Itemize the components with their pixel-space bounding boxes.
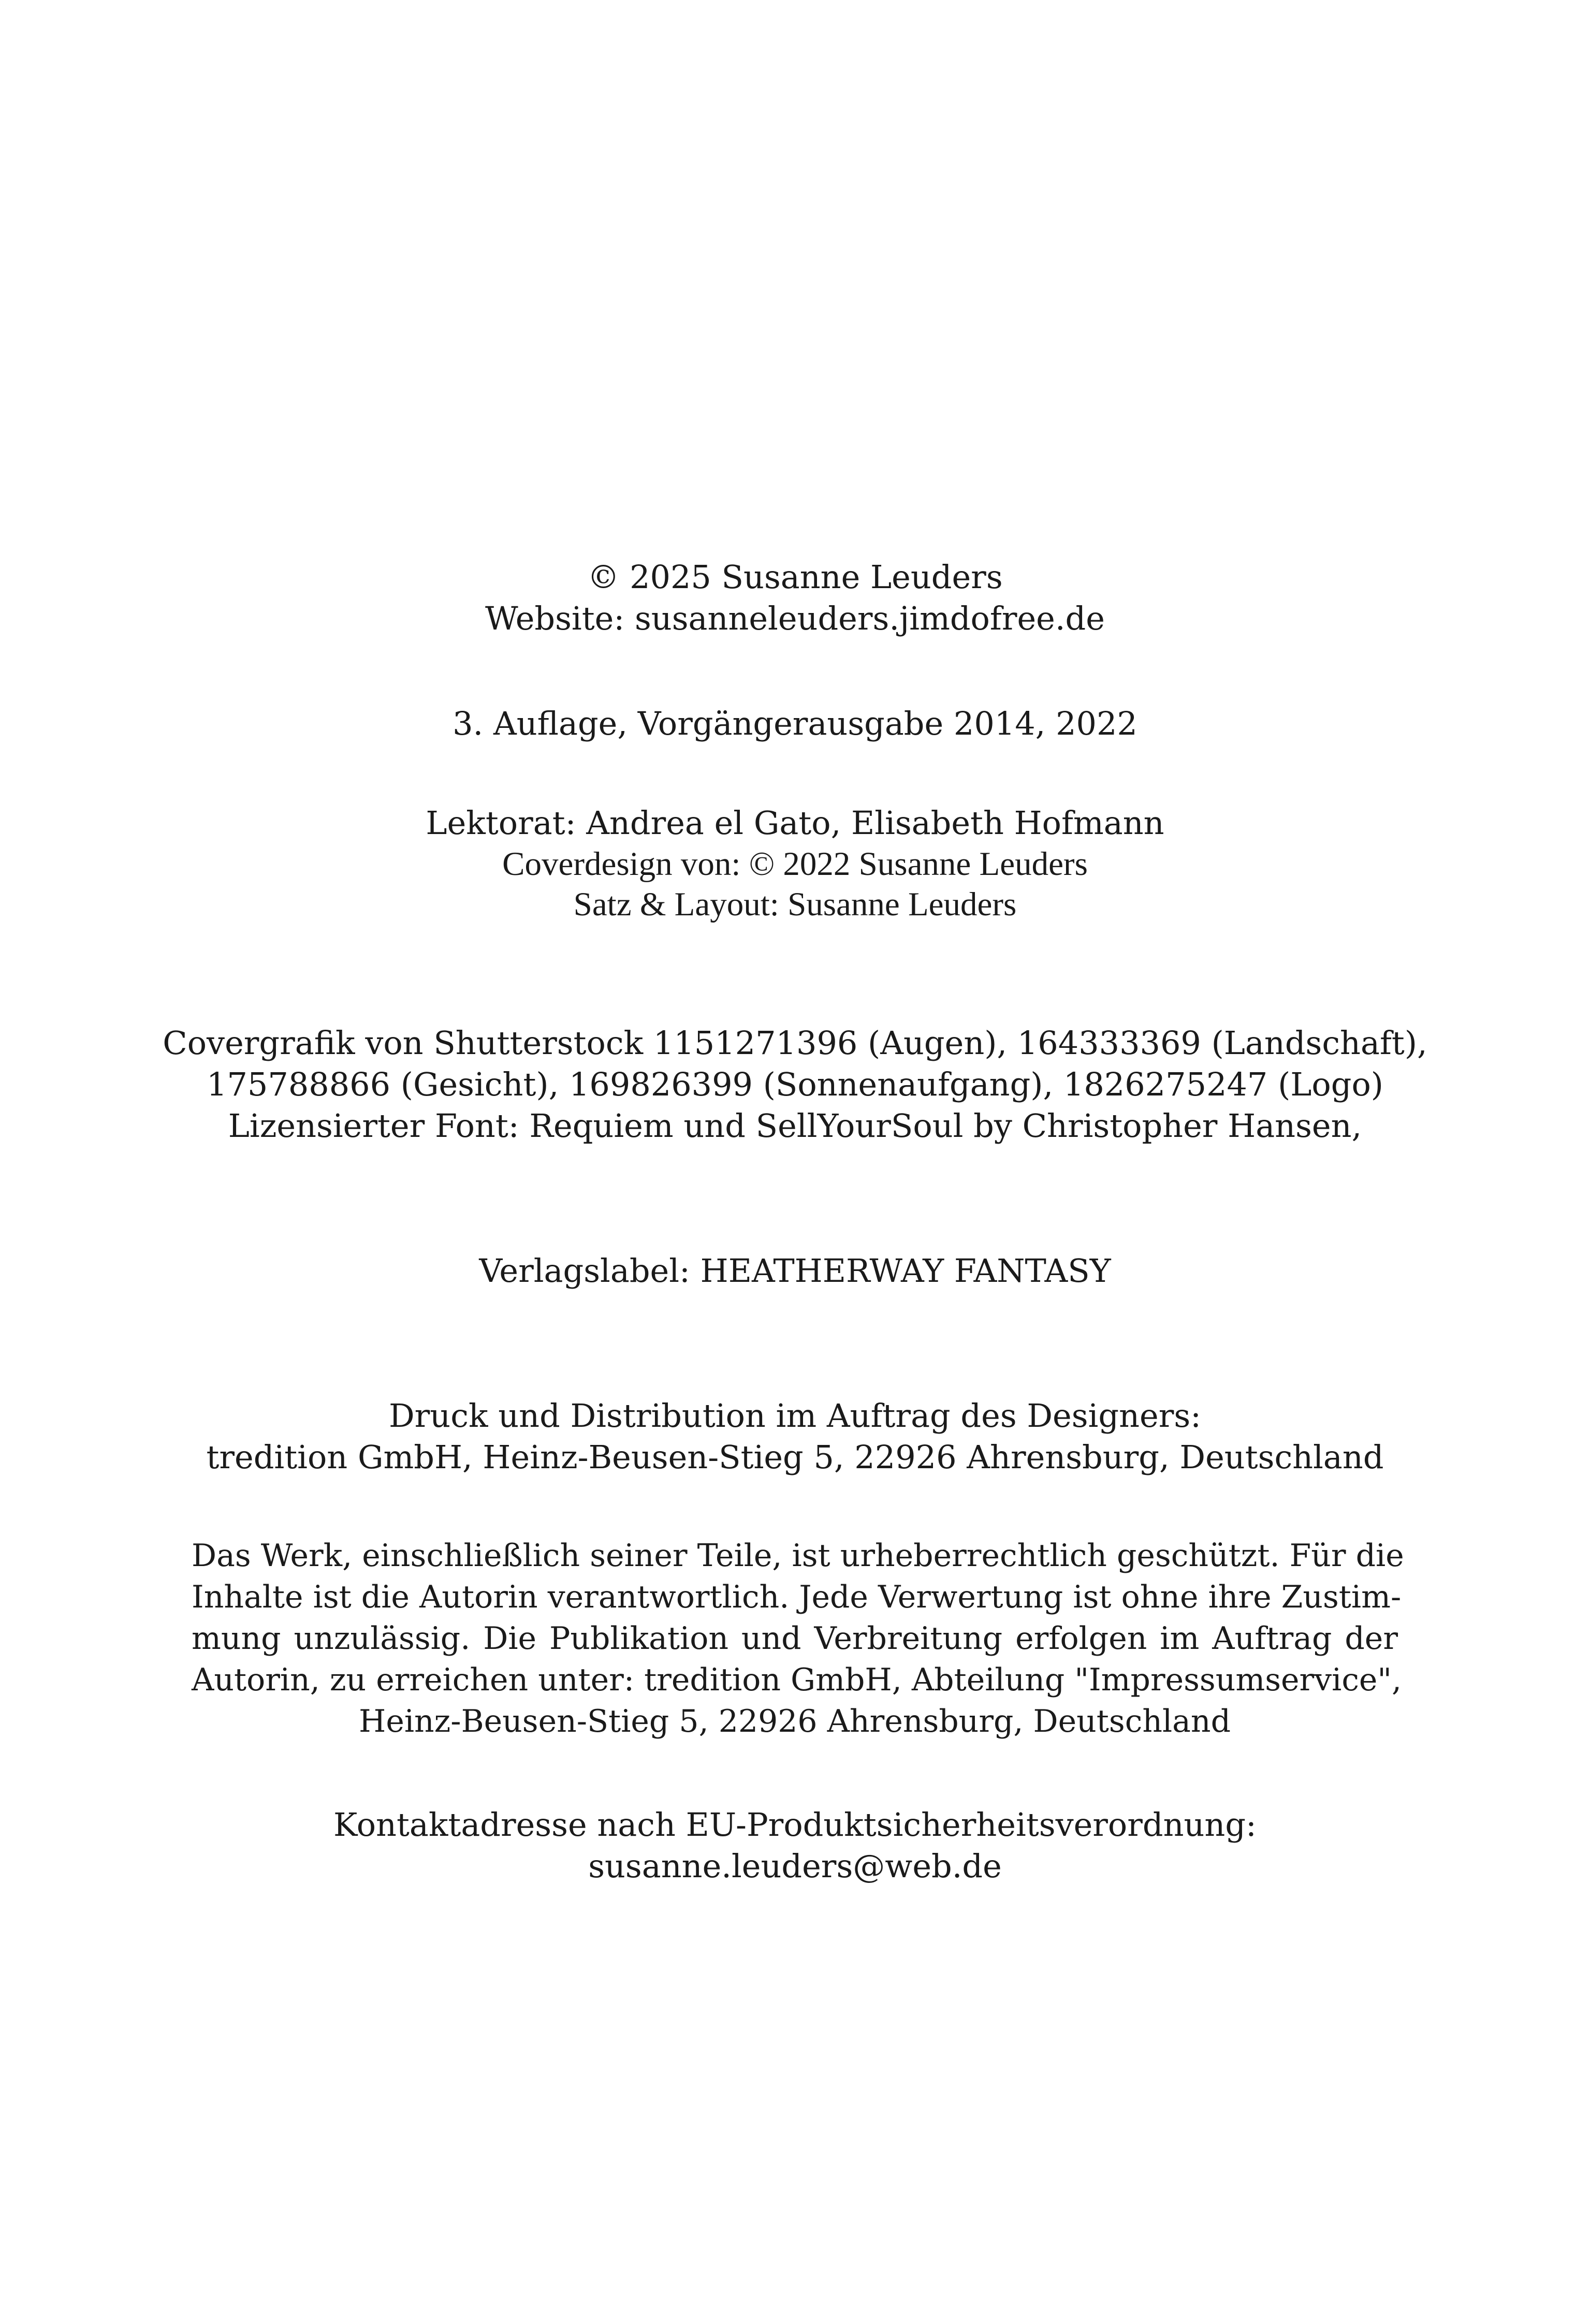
- legal-line-1: Das Werk, einschließlich seiner Teile, ist urheberrechtlich geschützt. Für die: [192, 1538, 1404, 1574]
- lektorat-line: Lektorat: Andrea el Gato, Elisabeth Hofmann: [426, 804, 1164, 842]
- edition-line: 3. Auflage, Vorgängerausgabe 2014, 2022: [453, 705, 1137, 742]
- contact-email: susanne.leuders@web.de: [588, 1847, 1002, 1885]
- contact-block: [0, 1804, 1590, 1887]
- coverdesign-line: Coverdesign von: © 2022 Susanne Leuders: [502, 845, 1088, 883]
- covergrafik-line-1: Covergrafik von Shutterstock 1151271396 (Augen), 164333369 (Landschaft),: [163, 1024, 1427, 1062]
- website-line: Website: susanneleuders.jimdofree.de: [485, 600, 1105, 637]
- copyright-line: © 2025 Susanne Leuders: [587, 558, 1003, 596]
- font-license-line: Lizensierter Font: Requiem und SellYourSoul by Christopher Hansen,: [228, 1107, 1362, 1145]
- copyright-block: [0, 557, 1590, 639]
- edition-block: [0, 703, 1590, 744]
- covergrafik-line-2: 175788866 (Gesicht), 169826399 (Sonnenaufgang), 1826275247 (Logo): [207, 1065, 1383, 1103]
- legal-notice-block: [192, 1535, 1404, 1742]
- satz-layout-line: Satz & Layout: Susanne Leuders: [573, 886, 1017, 923]
- legal-line-4: Autorin, zu erreichen unter: tredition GmbH, Abteilung "Impressumservice",: [192, 1662, 1402, 1698]
- legal-line-3: mung unzulässig. Die Publikation und Verbreitung erfolgen im Auftrag der: [192, 1620, 1398, 1657]
- publisher-label-block: [0, 1250, 1590, 1292]
- covergrafik-block: [0, 1022, 1590, 1147]
- distribution-block: [0, 1395, 1590, 1478]
- distribution-line-2: tredition GmbH, Heinz-Beusen-Stieg 5, 22926 Ahrensburg, Deutschland: [206, 1438, 1384, 1476]
- legal-line-2: Inhalte ist die Autorin verantwortlich. Jede Verwertung ist ohne ihre Zustim-: [192, 1579, 1402, 1615]
- contact-line: Kontaktadresse nach EU-Produktsicherheitsverordnung:: [333, 1806, 1257, 1844]
- distribution-line-1: Druck und Distribution im Auftrag des Designers:: [388, 1397, 1202, 1435]
- legal-line-5: Heinz-Beusen-Stieg 5, 22926 Ahrensburg, Deutschland: [359, 1703, 1231, 1740]
- credits-block: [0, 802, 1590, 925]
- publisher-label-line: Verlagslabel: HEATHERWAY FANTASY: [479, 1252, 1111, 1290]
